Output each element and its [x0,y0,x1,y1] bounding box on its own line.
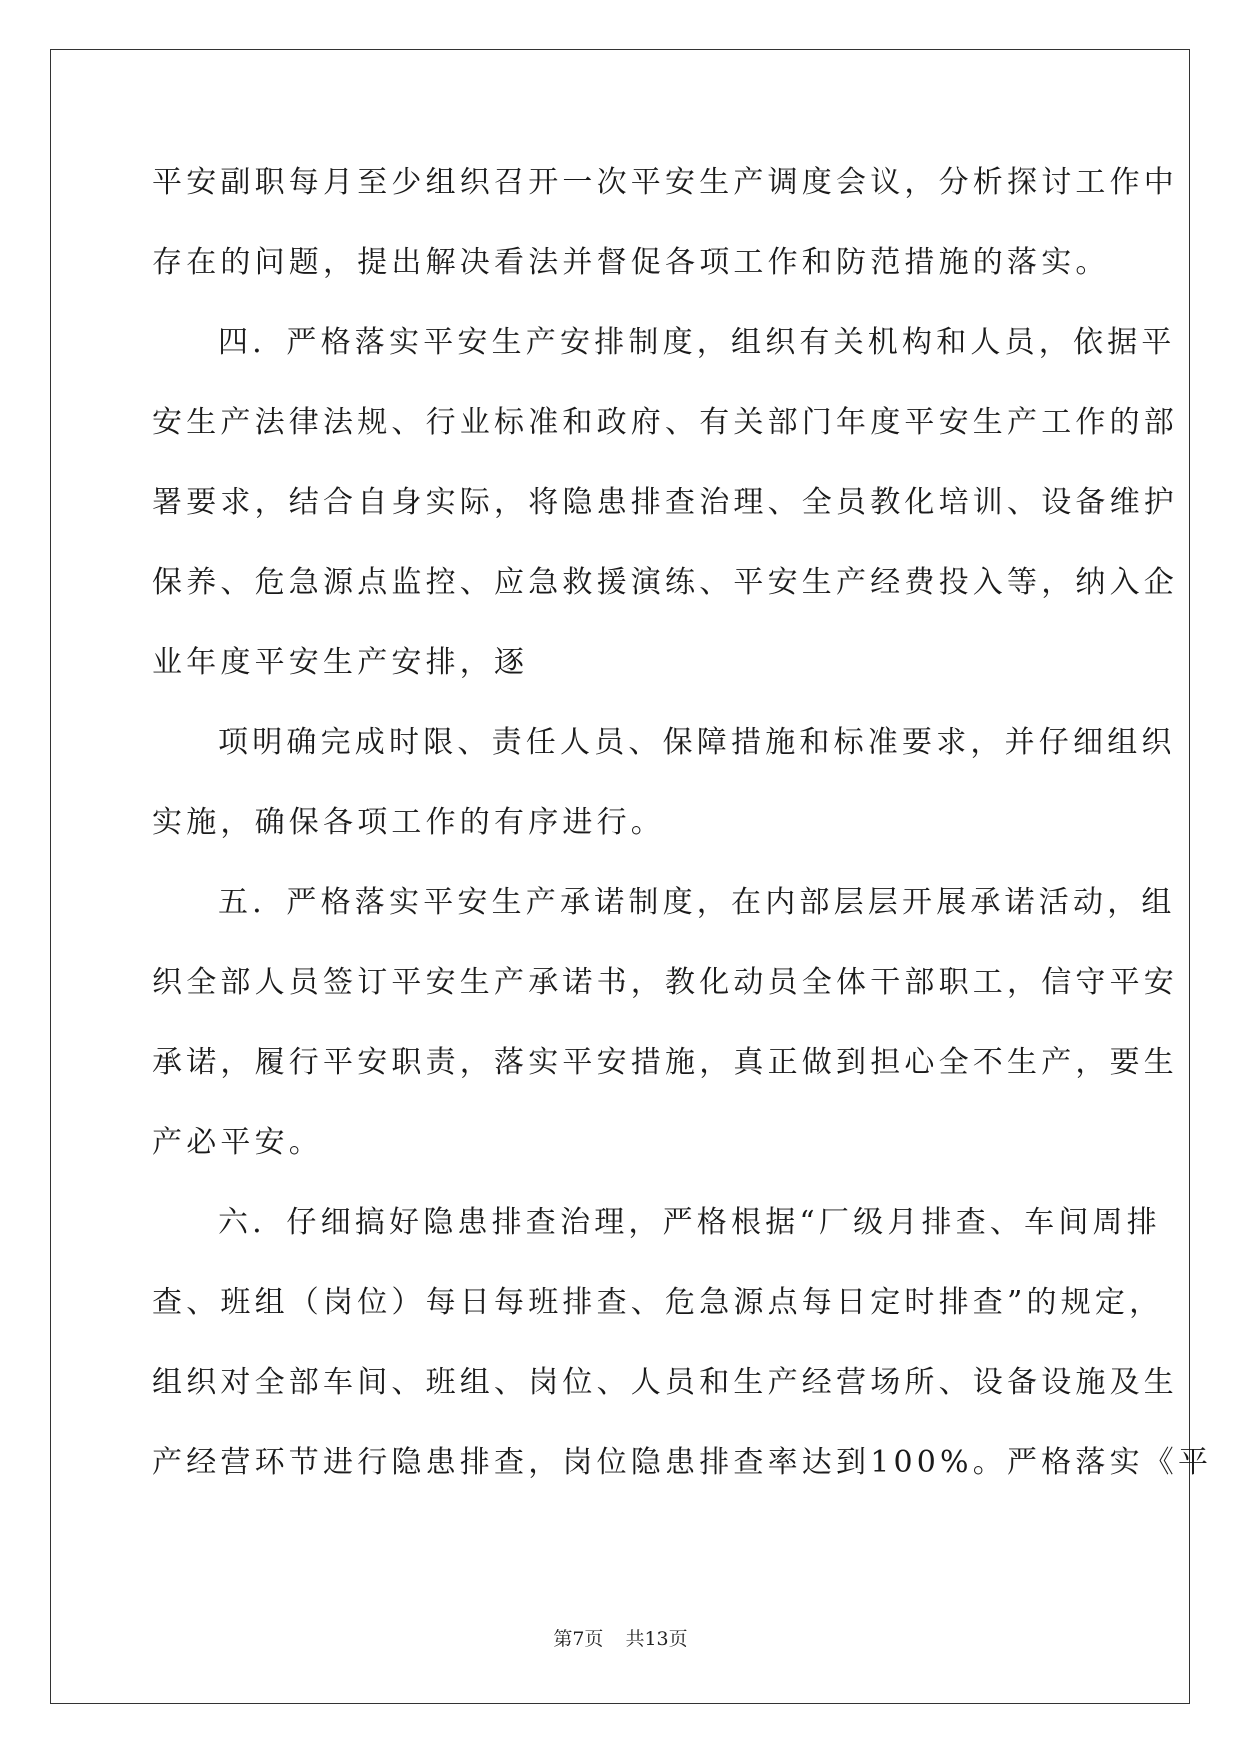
text-line-8: 项明确完成时限、责任人员、保障措施和标准要求，并仔细组织 [218,725,1176,760]
page-number: 第7页 [553,1628,604,1650]
document-body [152,160,1213,1520]
total-pages: 共13页 [625,1628,688,1650]
text-line-15: 查、班组（岗位）每日每班排查、危急源点每日定时排查”的规定， [152,1285,1164,1320]
text-line-10: 五．严格落实平安生产承诺制度，在内部层层开展承诺活动，组 [218,885,1176,920]
text-line-12: 承诺，履行平安职责，落实平安措施，真正做到担心全不生产，要生 [152,1045,1178,1080]
text-line-17: 产经营环节进行隐患排查，岗位隐患排查率达到100%。严格落实《平 [152,1445,1213,1480]
text-line-9: 实施，确保各项工作的有序进行。 [152,805,665,840]
text-line-7: 业年度平安生产安排，逐 [152,645,529,680]
text-line-6: 保养、危急源点监控、应急救援演练、平安生产经费投入等，纳入企 [152,565,1178,600]
text-line-14: 六．仔细搞好隐患排查治理，严格根据“厂级月排查、车间周排 [218,1205,1161,1240]
text-line-1: 平安副职每月至少组织召开一次平安生产调度会议，分析探讨工作中 [152,165,1178,200]
text-line-5: 署要求，结合自身实际，将隐患排查治理、全员教化培训、设备维护 [152,485,1178,520]
text-line-2: 存在的问题，提出解决看法并督促各项工作和防范措施的落实。 [152,245,1110,280]
text-line-13: 产必平安。 [152,1125,323,1160]
text-line-16: 组织对全部车间、班组、岗位、人员和生产经营场所、设备设施及生 [152,1365,1178,1400]
text-line-11: 织全部人员签订平安生产承诺书，教化动员全体干部职工，信守平安 [152,965,1178,1000]
text-line-4: 安生产法律法规、行业标准和政府、有关部门年度平安生产工作的部 [152,405,1178,440]
page-footer [0,1624,1241,1651]
text-line-3: 四．严格落实平安生产安排制度，组织有关机构和人员，依据平 [218,325,1176,360]
